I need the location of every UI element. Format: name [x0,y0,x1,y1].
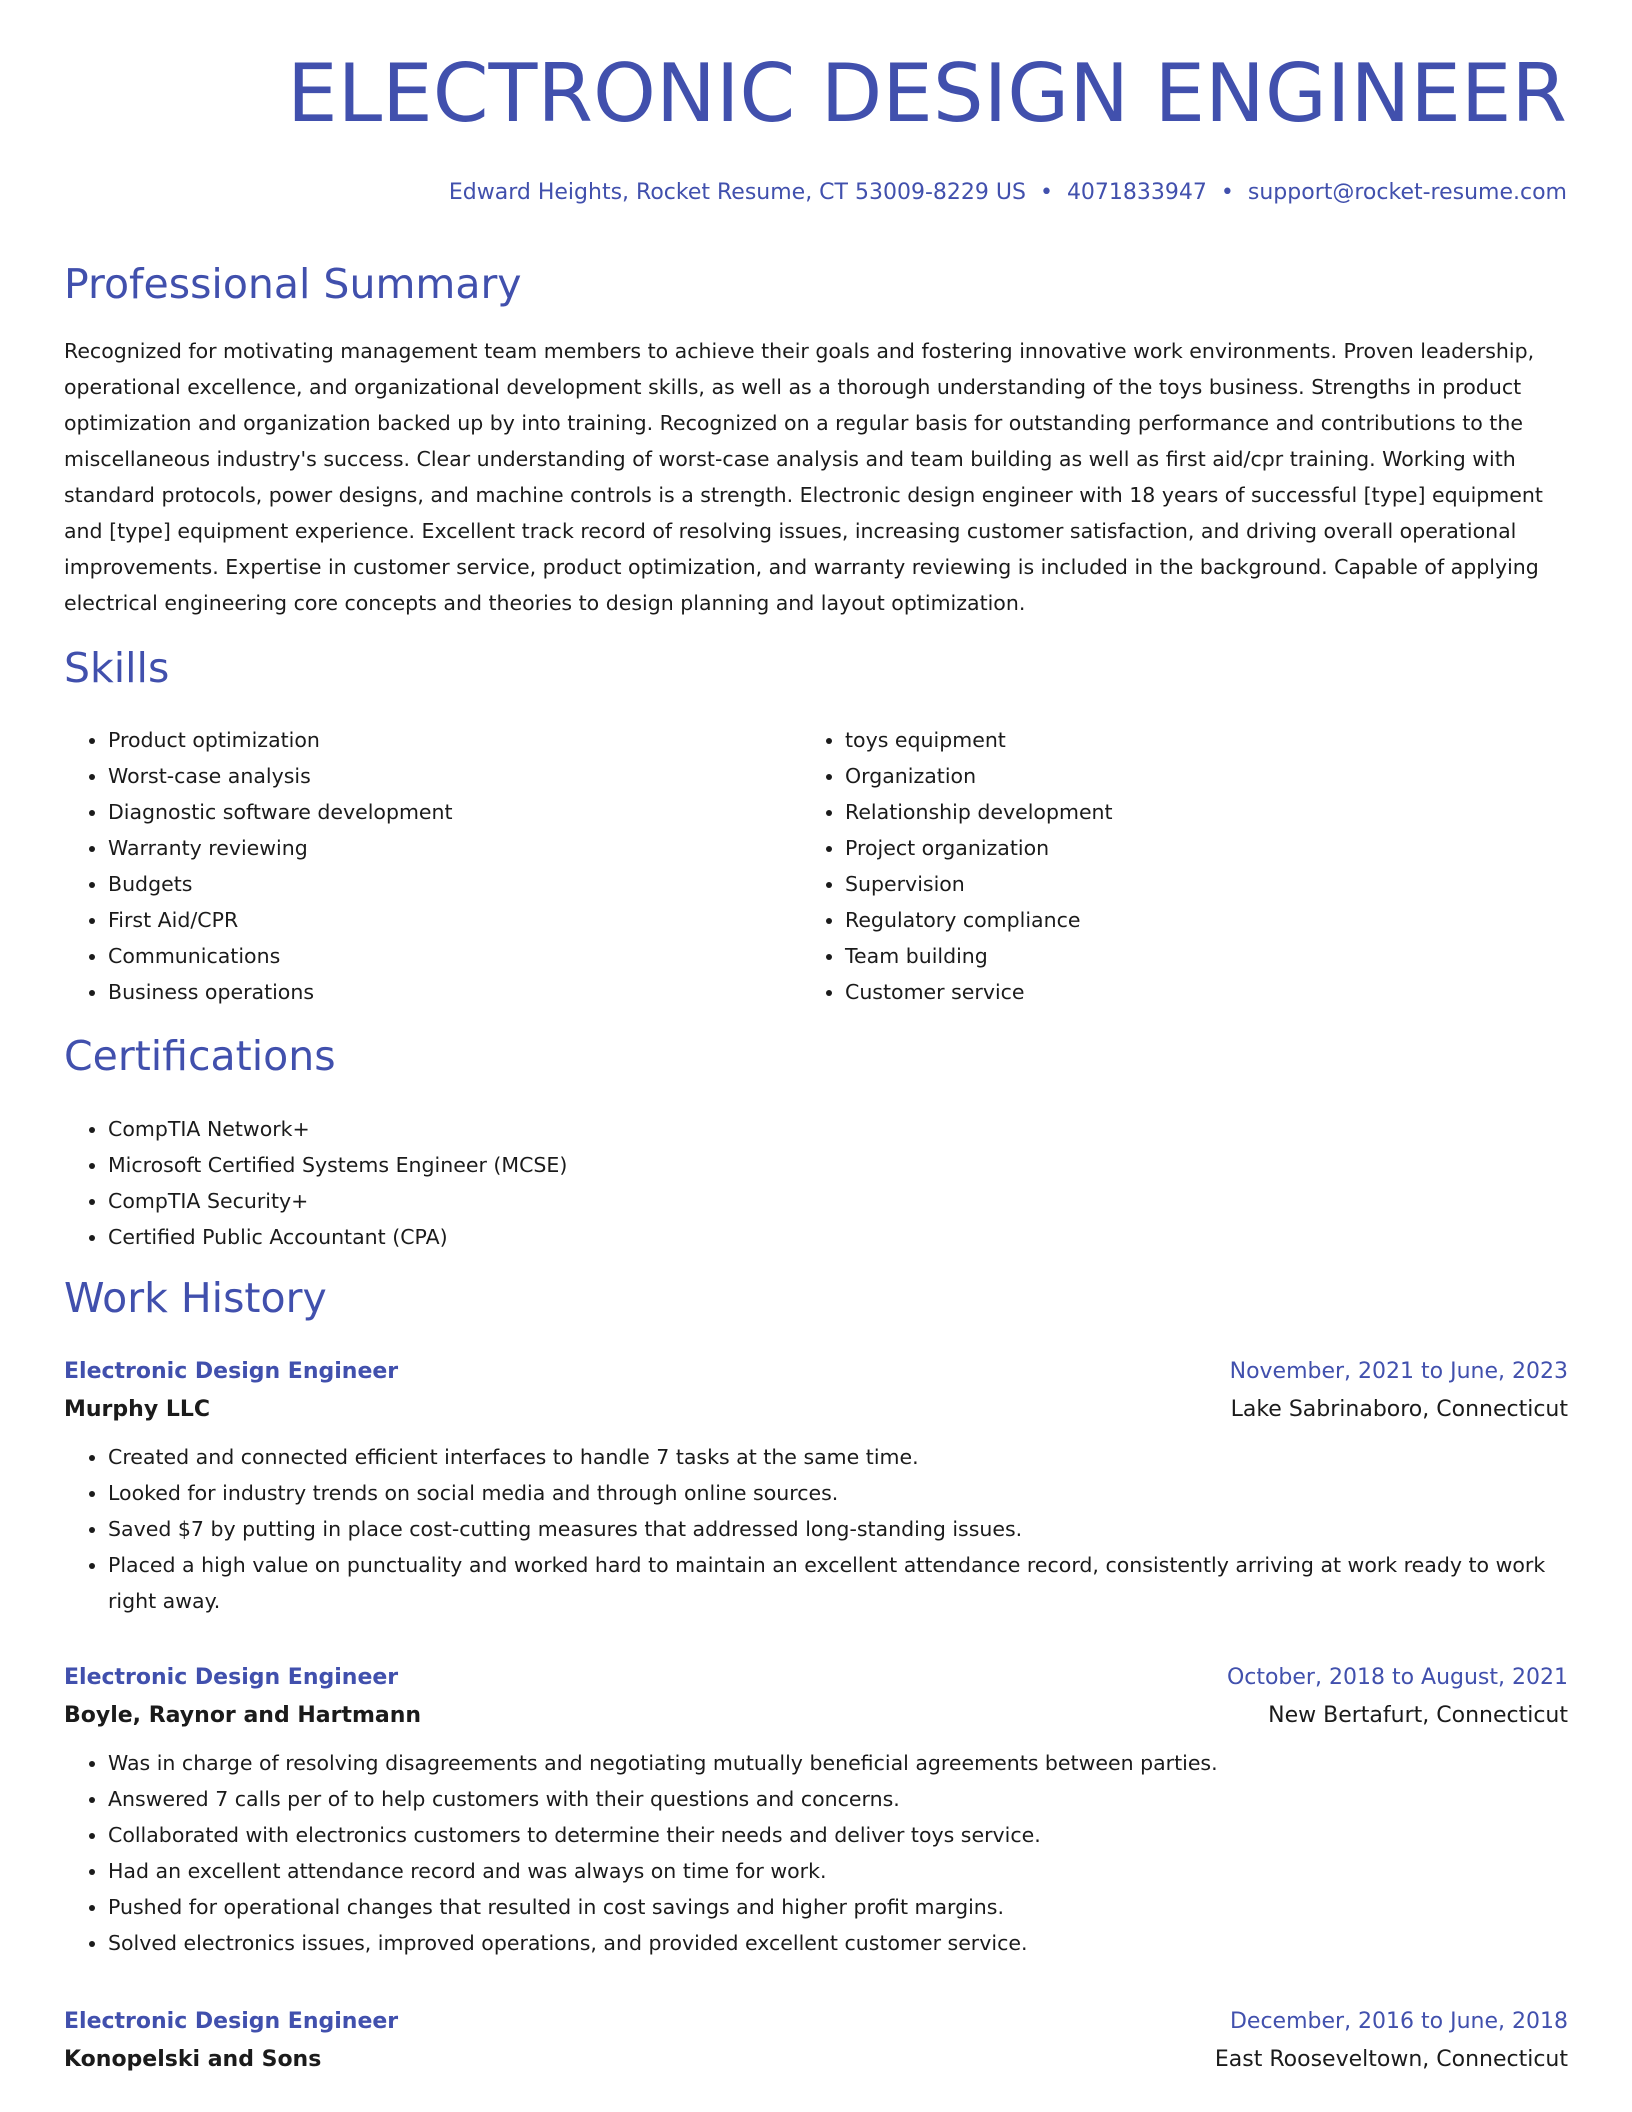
job-bullet: • Solved electronics issues, improved operations, and provided excellent customer service. [108,1925,1568,1961]
job-title: Electronic Design Engineer [64,1359,399,1384]
skills-column-left [64,722,764,1010]
certification-item: • CompTIA Security+ [108,1183,1464,1219]
contact-separator: • [1220,180,1234,205]
skill-item: • Warranty reviewing [108,830,764,866]
work-history-heading: Work History [64,1274,327,1322]
skill-item: • Team building [845,938,1501,974]
job-bullet: • Answered 7 calls per of to help customers with their questions and concerns. [108,1781,1568,1817]
skill-item: • Budgets [108,866,764,902]
job-bullet: • Created and connected efficient interfaces to handle 7 tasks at the same time. [108,1439,1568,1475]
job-bullet: • Pushed for operational changes that resulted in cost savings and higher profit margins. [108,1889,1568,1925]
skill-item: • Regulatory compliance [845,902,1501,938]
contact-email[interactable]: support@rocket-resume.com [1247,180,1567,205]
job-subheader [64,1697,1568,1735]
job-entry [64,1353,1568,1619]
job-bullets [64,1439,1568,1619]
job-dates: November, 2021 to June, 2023 [1229,1359,1568,1384]
skill-item: • toys equipment [845,722,1501,758]
job-bullet: • Collaborated with electronics customers to determine their needs and deliver toys service. [108,1817,1568,1853]
job-entry [64,2003,1568,2089]
certifications-list [64,1111,1464,1255]
job-header [64,1353,1568,1391]
job-bullets [64,1745,1568,1961]
certification-item: • Certified Public Accountant (CPA) [108,1219,1464,1255]
job-location: Lake Sabrinaboro, Connecticut [1230,1397,1568,1422]
job-company: Boyle, Raynor and Hartmann [64,1703,422,1728]
job-bullet: • Placed a high value on punctuality and worked hard to maintain an excellent attendance record, consistently arriving at work ready to work right away. [108,1547,1568,1619]
contact-address: Edward Heights, Rocket Resume, CT 53009-8229 US [448,180,1026,205]
certifications-heading: Certifications [64,1032,336,1080]
certification-item: • Microsoft Certified Systems Engineer (MCSE) [108,1147,1464,1183]
certifications-block [64,1111,1464,1255]
job-title: Electronic Design Engineer [64,1665,399,1690]
skill-item: • Diagnostic software development [108,794,764,830]
job-company: Konopelski and Sons [64,2047,322,2072]
skills-list-right [801,722,1501,1010]
skill-item: • Communications [108,938,764,974]
summary-heading: Professional Summary [64,260,522,308]
job-entry [64,1659,1568,1961]
skill-item: • Project organization [845,830,1501,866]
job-header [64,2003,1568,2041]
job-title: Electronic Design Engineer [64,2009,399,2034]
skill-item: • Organization [845,758,1501,794]
skill-item: • First Aid/CPR [108,902,764,938]
job-bullet: • Had an excellent attendance record and was always on time for work. [108,1853,1568,1889]
job-header [64,1659,1568,1697]
job-company: Murphy LLC [64,1397,210,1422]
skill-item: • Supervision [845,866,1501,902]
job-subheader [64,1391,1568,1429]
job-bullet: • Was in charge of resolving disagreements and negotiating mutually beneficial agreements between parties. [108,1745,1568,1781]
skill-item: • Customer service [845,974,1501,1010]
contact-phone: 4071833947 [1066,180,1207,205]
skills-heading: Skills [64,644,170,692]
skill-item: • Relationship development [845,794,1501,830]
skill-item: • Product optimization [108,722,764,758]
skills-column-right [801,722,1501,1010]
contact-line [449,180,1567,205]
job-location: East Rooseveltown, Connecticut [1214,2047,1568,2072]
job-bullet: • Saved $7 by putting in place cost-cutting measures that addressed long-standing issues. [108,1511,1568,1547]
job-subheader [64,2041,1568,2079]
certification-item: • CompTIA Network+ [108,1111,1464,1147]
job-dates: December, 2016 to June, 2018 [1229,2009,1568,2034]
contact-separator: • [1039,180,1053,205]
job-bullet: • Looked for industry trends on social media and through online sources. [108,1475,1568,1511]
skill-item: • Business operations [108,974,764,1010]
summary-text: Recognized for motivating management team members to achieve their goals and fostering innovative work environments. Proven leadership, operational excellence, and organizational development skills, as well as a thorough understanding of the toys business. Strengths in product optimization and organization backed up by into training. Recognized on a regular basis for outstanding performance and contributions to the miscellaneous industry's success. Clear understanding of worst-case analysis and team building as well as first aid/cpr training. Working with standard protocols, power designs, and machine controls is a strength. Electronic design engineer with 18 years of successful [type] equipment and [type] equipment experience. Excellent track record of resolving issues, increasing customer satisfaction, and driving overall operational improvements. Expertise in customer service, product optimization, and warranty reviewing is included in the background. Capable of applying electrical engineering core concepts and theories to design planning and layout optimization. [64,339,1543,615]
job-dates: October, 2018 to August, 2021 [1226,1665,1568,1690]
resume-title: ELECTRONIC DESIGN ENGINEER [287,47,1567,140]
skills-list-left [64,722,764,1010]
skill-item: • Worst-case analysis [108,758,764,794]
job-location: New Bertafurt, Connecticut [1268,1703,1568,1728]
